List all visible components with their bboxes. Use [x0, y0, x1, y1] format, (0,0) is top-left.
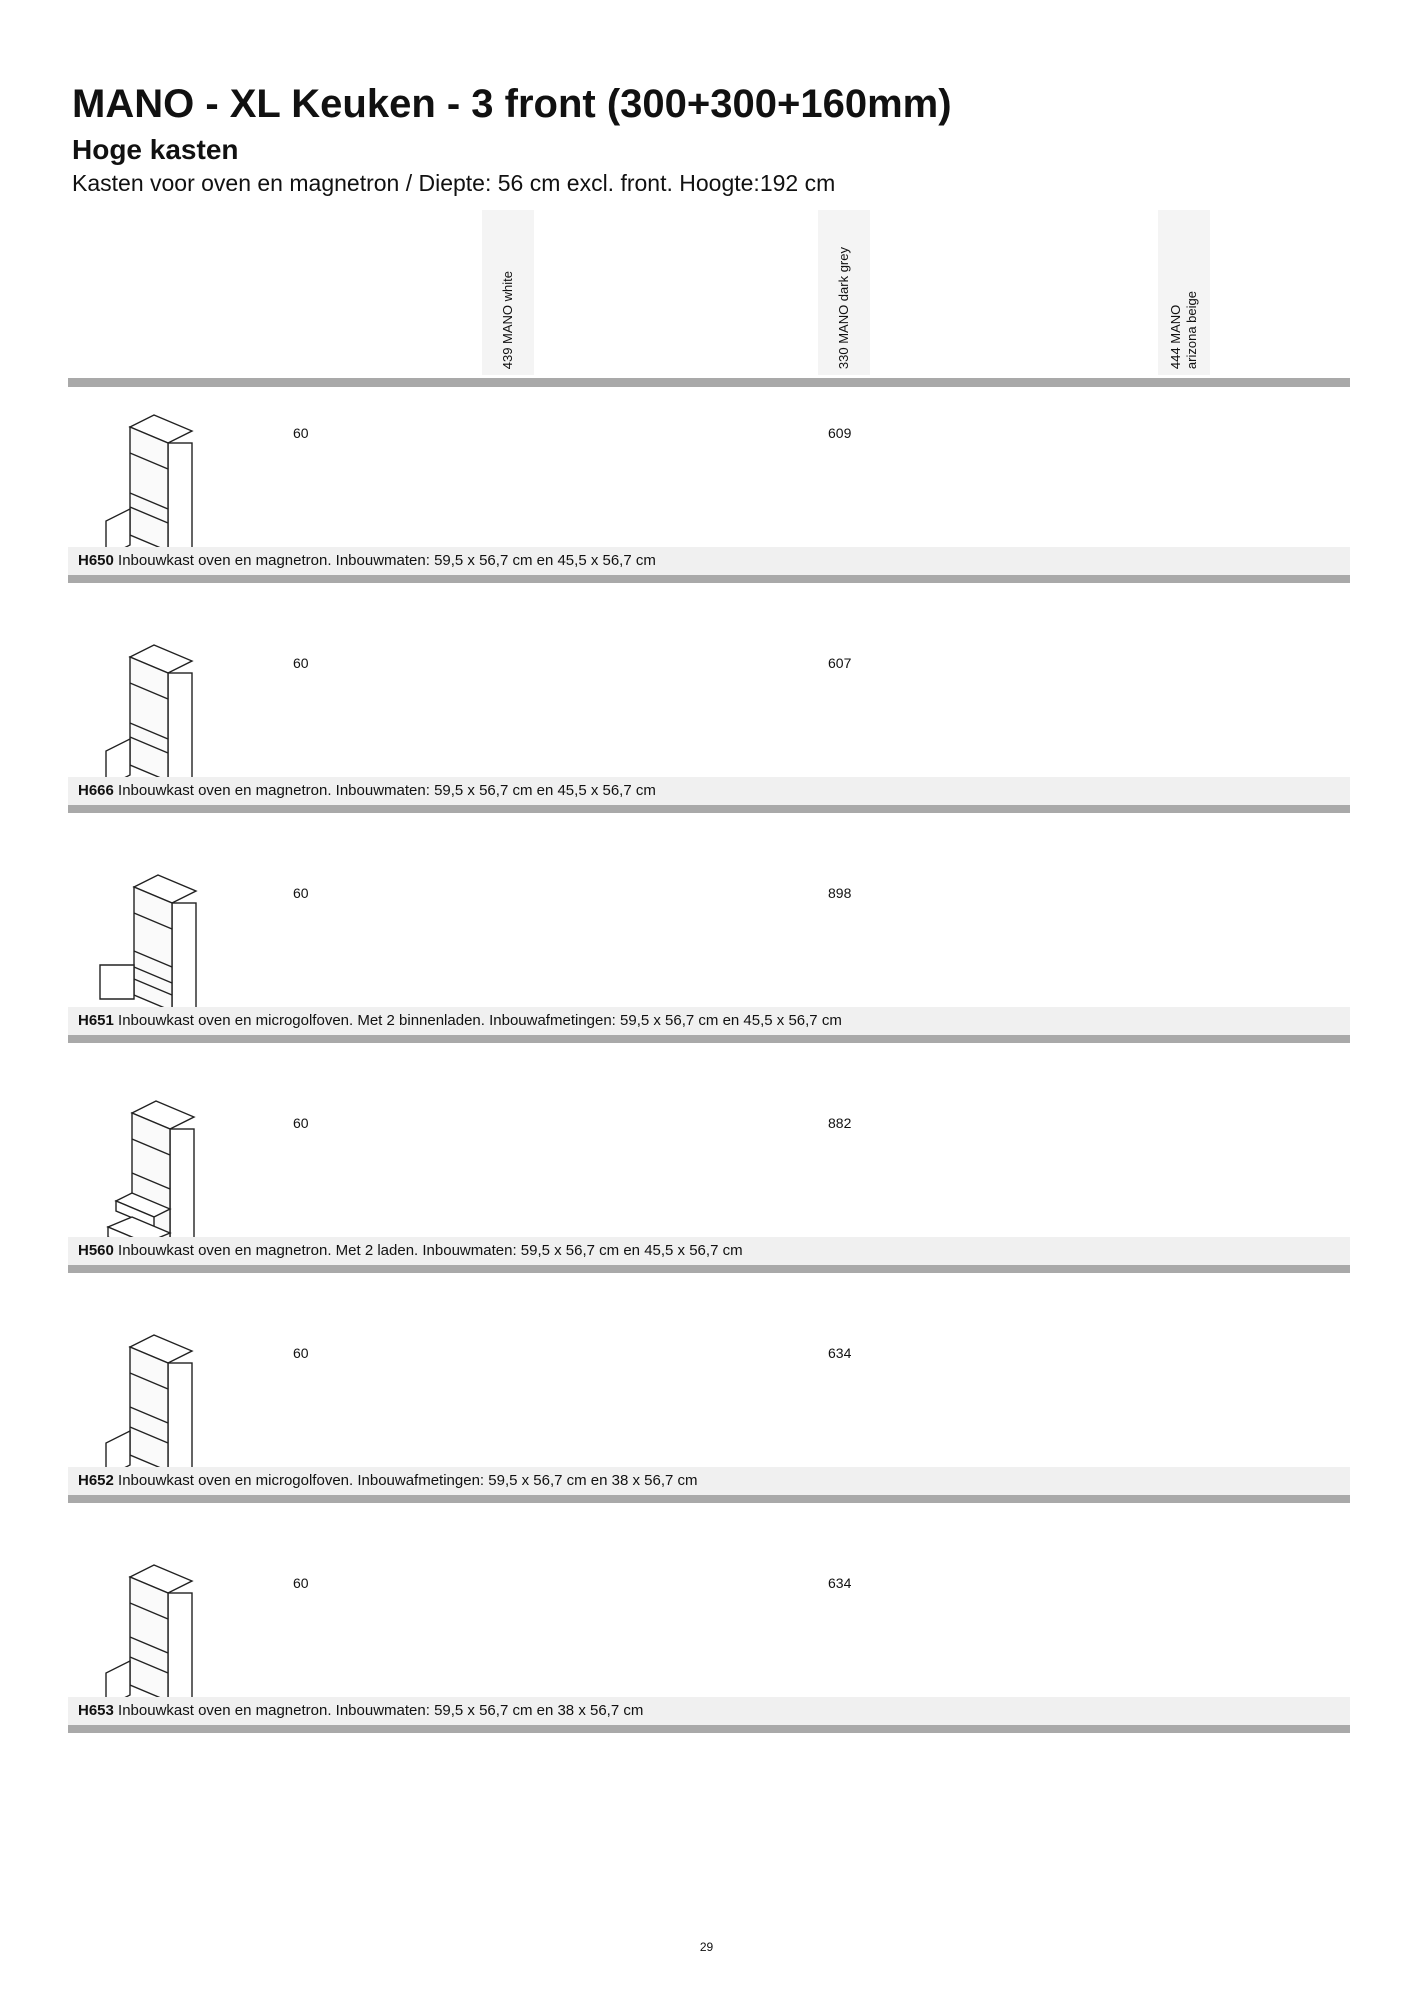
column-header-dark-grey	[818, 210, 870, 375]
product-code: H650	[78, 552, 114, 569]
product-code: H651	[78, 1012, 114, 1029]
price-white: 60	[293, 885, 309, 901]
page-title: MANO - XL Keuken - 3 front (300+300+160mm)	[72, 82, 952, 126]
product-description: Inbouwkast oven en magnetron. Inbouwmaten: 59,5 x 56,7 cm en 45,5 x 56,7 cm	[118, 552, 656, 569]
price-dark-grey: 898	[828, 885, 852, 901]
section-title: Hoge kasten	[72, 134, 239, 165]
product-row	[68, 1315, 1350, 1545]
row-divider	[68, 805, 1350, 813]
product-row	[68, 395, 1350, 625]
tall-cabinet-inner-drawers-icon	[98, 867, 218, 1012]
column-header-arizona-beige	[1158, 210, 1210, 375]
row-divider	[68, 1035, 1350, 1043]
tall-cabinet-open-door-icon	[98, 637, 218, 782]
product-code: H666	[78, 782, 114, 799]
product-caption	[68, 1697, 1350, 1725]
product-row	[68, 1085, 1350, 1315]
header-divider	[68, 378, 1350, 387]
price-white: 60	[293, 655, 309, 671]
page-number: 29	[699, 1940, 714, 1954]
price-dark-grey: 609	[828, 425, 852, 441]
product-caption	[68, 547, 1350, 575]
tall-cabinet-open-door-icon	[98, 1557, 218, 1702]
product-row	[68, 1545, 1350, 1775]
product-caption	[68, 1007, 1350, 1035]
product-code: H652	[78, 1472, 114, 1489]
tall-cabinet-open-door-icon	[98, 407, 218, 552]
row-divider	[68, 1725, 1350, 1733]
product-code: H560	[78, 1242, 114, 1259]
section-description: Kasten voor oven en magnetron / Diepte: 56 cm excl. front. Hoogte:192 cm	[72, 170, 836, 196]
column-header-label: 444 MANO arizona beige	[1168, 290, 1199, 369]
price-dark-grey: 882	[828, 1115, 852, 1131]
price-dark-grey: 634	[828, 1345, 852, 1361]
price-white: 60	[293, 1115, 309, 1131]
row-divider	[68, 575, 1350, 583]
product-description: Inbouwkast oven en microgolfoven. Met 2 binnenladen. Inbouwafmetingen: 59,5 x 56,7 cm en 45,5 x 56,7 cm	[118, 1012, 842, 1029]
product-description: Inbouwkast oven en magnetron. Inbouwmaten: 59,5 x 56,7 cm en 45,5 x 56,7 cm	[118, 782, 656, 799]
product-caption	[68, 1467, 1350, 1495]
price-white: 60	[293, 1575, 309, 1591]
tall-cabinet-open-door-icon	[98, 1327, 218, 1472]
product-description: Inbouwkast oven en magnetron. Met 2 laden. Inbouwmaten: 59,5 x 56,7 cm en 45,5 x 56,7 cm	[118, 1242, 743, 1259]
column-header-label: 439 MANO white	[500, 270, 515, 369]
product-row	[68, 855, 1350, 1085]
price-white: 60	[293, 1345, 309, 1361]
price-dark-grey: 607	[828, 655, 852, 671]
row-divider	[68, 1495, 1350, 1503]
price-dark-grey: 634	[828, 1575, 852, 1591]
product-caption	[68, 1237, 1350, 1265]
price-white: 60	[293, 425, 309, 441]
product-description: Inbouwkast oven en microgolfoven. Inbouwafmetingen: 59,5 x 56,7 cm en 38 x 56,7 cm	[118, 1472, 698, 1489]
column-header-white	[482, 210, 534, 375]
column-header-label: 330 MANO dark grey	[836, 246, 851, 369]
product-row	[68, 625, 1350, 855]
tall-cabinet-drawers-icon	[98, 1097, 218, 1242]
product-caption	[68, 777, 1350, 805]
product-code: H653	[78, 1702, 114, 1719]
row-divider	[68, 1265, 1350, 1273]
product-description: Inbouwkast oven en magnetron. Inbouwmaten: 59,5 x 56,7 cm en 38 x 56,7 cm	[118, 1702, 644, 1719]
